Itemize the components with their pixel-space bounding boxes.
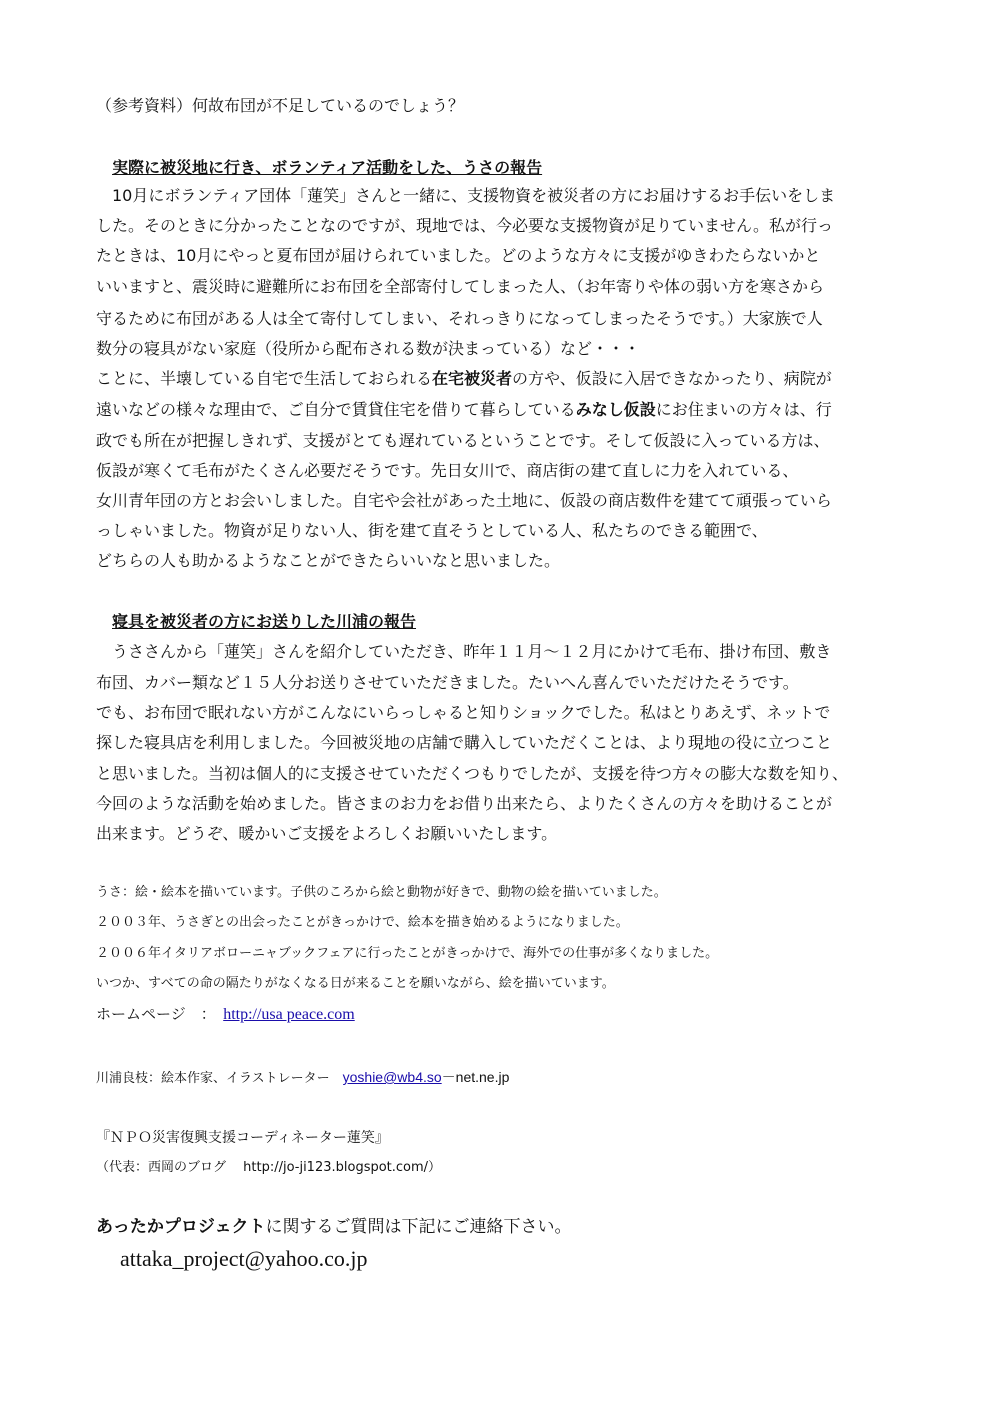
section2-paragraph-line: うささんから「蓮笑」さんを紹介していただき、昨年１１月～１２月にかけて毛布、掛け布団、敷き — [112, 642, 832, 661]
section1-paragraph-line: どちらの人も助かるようなことができたらいいなと思いました。 — [96, 551, 561, 570]
section2-paragraph-line: 布団、カバー類など１５人分お送りさせていただきました。たいへん喜んでいただけたそうです。 — [96, 673, 799, 692]
profile-usa-line: いつか、すべての命の隔たりがなくなる日が来ることを願いながら、絵を描いています。 — [96, 976, 615, 991]
document-title: （参考資料）何故布団が不足しているのでしょう？ — [96, 96, 465, 115]
profile-usa-line: うさ：絵・絵本を描いています。子供のころから絵と動物が好きで、動物の絵を描いていました。 — [96, 885, 667, 900]
kawaura-email-rest: －net.ne.jp — [441, 1069, 510, 1085]
section2-paragraph-line: 出来ます。どうぞ、暖かいご支援をよろしくお願いいたします。 — [96, 824, 558, 843]
section1-paragraph-line — [96, 369, 832, 389]
section1-paragraph-line: 仮設が寒くて毛布がたくさん必要だそうです。先日女川で、商店街の建て直しに力を入れている、 — [96, 461, 799, 480]
homepage-line — [96, 1004, 355, 1025]
homepage-link[interactable]: http://usa peace.com — [223, 1006, 355, 1023]
section1-paragraph-line: 女川青年団の方とお会いしました。自宅や会社があった土地に、仮設の商店数件を建てて頑張っていら — [96, 491, 832, 510]
section1-paragraph-line: 政でも所在が把握しきれず、支援がとても遅れているということです。そして仮設に入っている方は、 — [96, 431, 830, 450]
text: 遠いなどの様々な理由で、ご自分で賃貸住宅を借りて暮らしている — [96, 400, 576, 419]
section1-heading: 実際に被災地に行き、ボランティア活動をした、うさの報告 — [112, 158, 543, 177]
homepage-label: ホームページ ： — [96, 1005, 224, 1023]
section2-paragraph-line: と思いました。当初は個人的に支援させていただくつもりでしたが、支援を待つ方々の膨大な数を知り、 — [96, 764, 849, 783]
contact-line — [96, 1216, 572, 1238]
kawaura-email-link[interactable]: yoshie@wb4.so — [342, 1069, 442, 1085]
contact-email[interactable]: attaka_project@yahoo.co.jp — [120, 1246, 368, 1271]
emphasis-minashi: みなし仮設 — [575, 400, 656, 419]
text: ことに、半壊している自宅で生活しておられる — [96, 369, 433, 388]
project-name: あったかプロジェクト — [96, 1217, 266, 1237]
profile-usa-line: ２００３年、うさぎとの出会ったことがきっかけで、絵本を描き始めるようになりました。 — [96, 915, 629, 930]
emphasis-zaitaku: 在宅被災者 — [432, 369, 513, 388]
section1-paragraph-line: した。そのときに分かったことなのですが、現地では、今必要な支援物資が足りていません。私が行っ — [96, 216, 833, 235]
section1-paragraph-line: 10月にボランティア団体「蓮笑」さんと一緒に、支援物資を被災者の方にお届けするお手伝いをしま — [112, 186, 836, 205]
section2-paragraph-line: 探した寝具店を利用しました。今回被災地の店舗で購入していただくことは、より現地の役に立つこと — [96, 733, 833, 752]
section1-paragraph-line: いいますと、震災時に避難所にお布団を全部寄付してしまった人、（お年寄りや体の弱い方を寒さから — [96, 277, 825, 296]
npo-blog: （代表：西岡のブログ http://jo-ji123.blogspot.com/） — [96, 1160, 442, 1175]
contact-text: に関するご質問は下記にご連絡下さい。 — [265, 1217, 572, 1237]
profile-usa-line: ２００６年イタリアボローニャブックフェアに行ったことがきっかけで、海外での仕事が多くなりました。 — [96, 946, 719, 961]
text: にお住まいの方々は、行 — [655, 400, 832, 419]
profile-kawaura-label: 川浦良枝：絵本作家、イラストレーター — [96, 1071, 343, 1086]
section1-paragraph-line: たときは、10月にやっと夏布団が届けられていました。どのような方々に支援がゆきわたらないかと — [96, 246, 821, 265]
text: の方や、仮設に入居できなかったり、病院が — [512, 369, 832, 388]
section1-paragraph-line — [96, 400, 832, 420]
section2-paragraph-line: でも、お布団で眠れない方がこんなにいらっしゃると知りショックでした。私はとりあえず、ネットで — [96, 703, 831, 722]
profile-kawaura-line — [96, 1067, 509, 1089]
section1-paragraph-line: 守るために布団がある人は全て寄付してしまい、それっきりになってしまったそうです。）大家族で人 — [96, 309, 823, 328]
section2-paragraph-line: 今回のような活動を始めました。皆さまのお力をお借り出来たら、よりたくさんの方々を助けることが — [96, 794, 833, 813]
npo-name: 『ＮＰＯ災害復興支援コーディネーター蓮笑』 — [96, 1130, 389, 1146]
section1-paragraph-line: っしゃいました。物資が足りない人、街を建て直そうとしている人、私たちのできる範囲で、 — [96, 521, 768, 540]
section1-paragraph-line: 数分の寝具がない家庭（役所から配布される数が決まっている）など・・・ — [96, 339, 641, 358]
section2-heading: 寝具を被災者の方にお送りした川浦の報告 — [112, 612, 417, 631]
